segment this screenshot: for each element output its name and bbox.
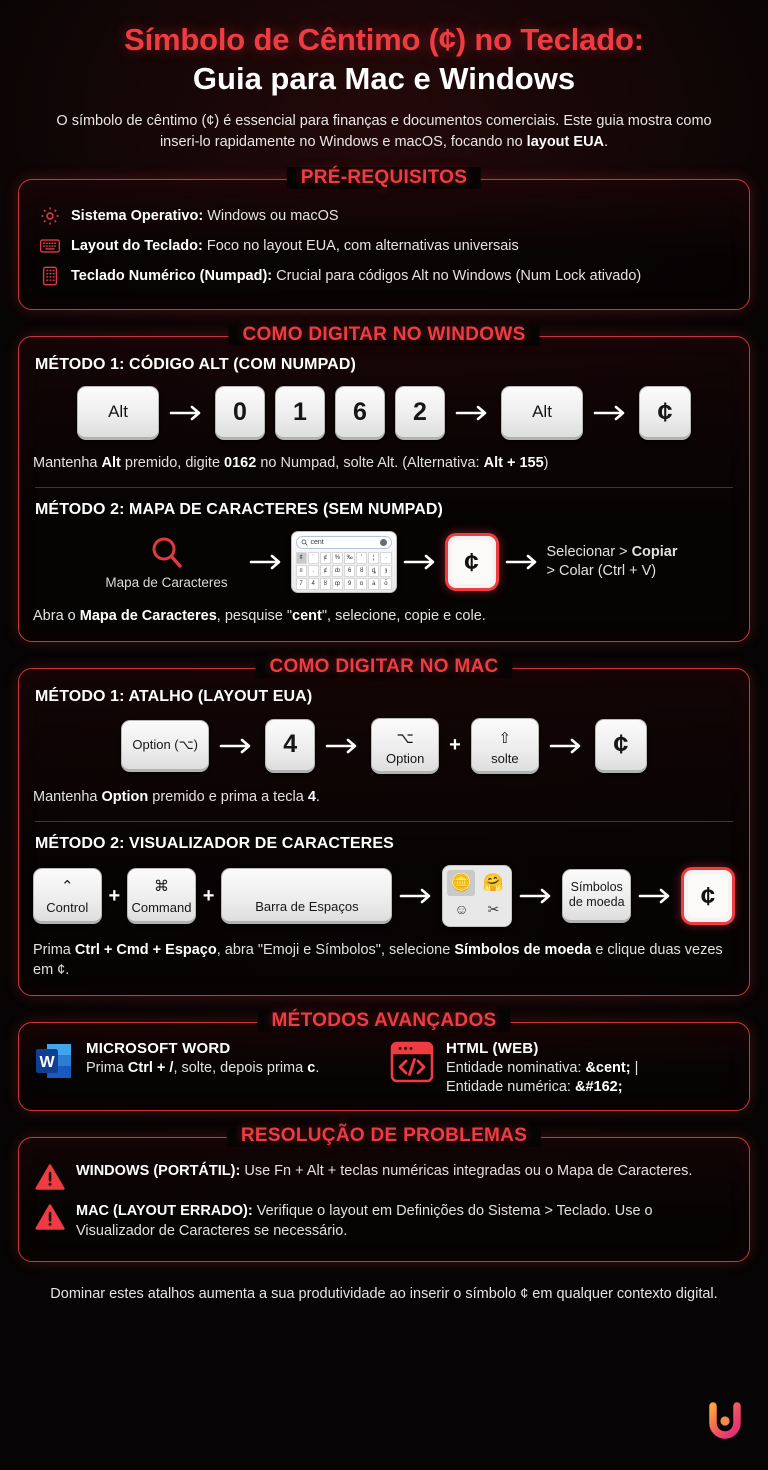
emoji-coin[interactable]: 🪙 bbox=[447, 870, 475, 896]
key-alt-release: Alt bbox=[501, 386, 583, 440]
section-title-advanced: MÉTODOS AVANÇADOS bbox=[257, 1010, 510, 1032]
arrow-right-icon bbox=[249, 552, 285, 572]
key-option-release bbox=[371, 718, 439, 774]
arrow-right-icon bbox=[403, 552, 439, 572]
troubleshooting-text bbox=[76, 1161, 692, 1181]
shift-glyph-icon: ⇧ bbox=[498, 729, 512, 747]
body-text: Entidade nominativa: bbox=[446, 1059, 586, 1076]
charmap-cell[interactable]: 6 bbox=[344, 565, 355, 577]
body-emphasis: Ctrl + / bbox=[127, 1059, 174, 1076]
cent-symbol: ¢ bbox=[688, 874, 728, 918]
note-text: premido, digite bbox=[120, 455, 225, 472]
section-windows bbox=[18, 324, 750, 642]
gear-icon bbox=[39, 205, 61, 227]
cent-symbol: ¢ bbox=[452, 540, 492, 584]
charmap-cell[interactable]: ȣ bbox=[320, 578, 331, 590]
plus-sign: + bbox=[202, 884, 215, 907]
charmap-cell[interactable]: 9 bbox=[344, 578, 355, 590]
key-digit-0: 0 bbox=[215, 386, 265, 440]
prerequisite-item bbox=[39, 205, 735, 227]
scissors-category-icon[interactable]: ✂ bbox=[487, 900, 500, 917]
note-text: Mantenha bbox=[33, 455, 102, 472]
note-text: Abra o bbox=[33, 608, 80, 625]
warning-icon bbox=[35, 1163, 65, 1191]
key-release-label: solte bbox=[491, 750, 519, 766]
charmap-grid[interactable] bbox=[296, 552, 392, 590]
mac-method1-note bbox=[33, 787, 735, 807]
windows-method2-heading: MÉTODO 2: MAPA DE CARACTERES (SEM NUMPAD) bbox=[35, 501, 443, 519]
clear-icon[interactable] bbox=[380, 539, 387, 546]
note-emphasis: Mapa de Caracteres bbox=[79, 608, 217, 625]
windows-method2-keyflow bbox=[33, 531, 735, 593]
key-option: Option (⌥) bbox=[121, 720, 209, 772]
arrow-right-icon bbox=[638, 886, 674, 906]
advanced-word-body bbox=[86, 1059, 319, 1079]
section-title-prerequisites: PRÉ-REQUISITOS bbox=[287, 167, 481, 189]
advanced-methods-grid bbox=[33, 1040, 735, 1098]
prerequisite-text bbox=[71, 207, 339, 226]
instruction-text: > Colar (Ctrl + V) bbox=[546, 563, 657, 580]
advanced-html-line2 bbox=[446, 1078, 638, 1098]
note-text: ) bbox=[543, 455, 549, 472]
note-emphasis: Alt + 155 bbox=[483, 455, 544, 472]
key-command-label: Command bbox=[131, 900, 192, 916]
note-emphasis: Símbolos de moeda bbox=[454, 942, 592, 959]
charmap-cell[interactable]: ȼ bbox=[320, 552, 331, 564]
charmap-cell[interactable]: ȣ bbox=[356, 565, 367, 577]
key-digit-1: 1 bbox=[275, 386, 325, 440]
charmap-cell[interactable]: ȱ bbox=[380, 578, 391, 590]
windows-method1-heading: MÉTODO 1: CÓDIGO ALT (COM NUMPAD) bbox=[35, 356, 356, 374]
section-title-mac: COMO DIGITAR NO MAC bbox=[255, 656, 512, 678]
emoji-picker-row bbox=[447, 870, 507, 896]
smiley-category-icon[interactable]: ☺ bbox=[454, 901, 469, 918]
advanced-word-title: MICROSOFT WORD bbox=[86, 1039, 231, 1057]
note-emphasis: Option bbox=[101, 788, 149, 805]
note-text: , pesquise " bbox=[216, 608, 293, 625]
arrow-right-icon bbox=[455, 403, 491, 423]
instruction-text: Selecionar > bbox=[546, 543, 632, 560]
note-text: no Numpad, solte Alt. (Alternativa: bbox=[256, 455, 484, 472]
hero-header bbox=[10, 0, 758, 153]
charmap-launcher bbox=[91, 535, 243, 590]
instruction-emphasis: Copiar bbox=[631, 543, 678, 560]
section-advanced bbox=[18, 1009, 750, 1111]
charmap-cell[interactable]: ȡ bbox=[368, 565, 379, 577]
key-digit-4: 4 bbox=[265, 719, 315, 773]
note-text: Mantenha bbox=[33, 788, 102, 805]
key-result-cent: ¢ bbox=[595, 719, 647, 773]
prerequisite-item bbox=[39, 265, 735, 287]
arrow-right-icon bbox=[593, 403, 629, 423]
key-alt: Alt bbox=[77, 386, 159, 440]
character-map-window[interactable] bbox=[291, 531, 397, 593]
note-emphasis: Ctrl + Cmd + Espaço bbox=[74, 942, 217, 959]
subtitle-text-b: . bbox=[604, 134, 609, 151]
note-emphasis: 0162 bbox=[224, 455, 257, 472]
note-text: premido e prima a tecla bbox=[148, 788, 308, 805]
charmap-launcher-label: Mapa de Caracteres bbox=[105, 574, 228, 590]
charmap-cell[interactable]: ¦ bbox=[368, 552, 379, 564]
search-icon bbox=[301, 539, 308, 546]
key-result-cent: ¢ bbox=[639, 386, 691, 440]
key-control bbox=[33, 868, 102, 924]
page-title-line2: Guia para Mac e Windows bbox=[192, 60, 576, 96]
body-text: , solte, depois prima bbox=[173, 1059, 308, 1076]
brand-logo-icon bbox=[708, 1402, 742, 1442]
note-text: , abra "Emoji e Símbolos", selecione bbox=[216, 942, 455, 959]
key-spacebar: Barra de Espaços bbox=[221, 868, 392, 924]
arrow-right-icon bbox=[399, 886, 435, 906]
charmap-cell[interactable]: 4 bbox=[308, 578, 319, 590]
divider bbox=[35, 487, 733, 488]
prerequisite-text bbox=[71, 267, 641, 286]
emoji-face[interactable]: 🤗 bbox=[482, 873, 505, 893]
html-code-icon bbox=[389, 1040, 435, 1084]
charmap-cell[interactable]: ȼ bbox=[320, 565, 331, 577]
highlighted-cent-result bbox=[445, 533, 499, 591]
body-text: Entidade numérica: bbox=[446, 1079, 575, 1096]
subtitle-text-a: O símbolo de cêntimo (¢) é essencial para finanças e documentos comerciais. Este guia mostra como inseri-lo rapidamente no Windows e macOS, focando no bbox=[56, 113, 712, 151]
currency-category-chip[interactable] bbox=[562, 869, 631, 923]
emoji-symbols-picker[interactable] bbox=[442, 865, 512, 927]
body-emphasis: &cent; bbox=[585, 1059, 631, 1076]
category-label-line1: Símbolos bbox=[570, 880, 623, 895]
windows-method1-keyflow bbox=[33, 386, 735, 440]
body-text: Prima bbox=[86, 1059, 128, 1076]
divider bbox=[35, 821, 733, 822]
charmap-cell[interactable]: ȸ bbox=[332, 565, 343, 577]
section-title-windows: COMO DIGITAR NO WINDOWS bbox=[228, 324, 539, 346]
note-text: e clique duas vezes em ¢. bbox=[33, 942, 723, 979]
prerequisite-value: Foco no layout EUA, com alternativas universais bbox=[202, 237, 519, 254]
body-emphasis: c bbox=[307, 1059, 316, 1076]
advanced-html-card bbox=[389, 1040, 735, 1098]
microsoft-word-icon bbox=[33, 1040, 75, 1082]
highlighted-cent-result bbox=[681, 867, 735, 925]
note-emphasis: Alt bbox=[101, 455, 121, 472]
warning-icon bbox=[35, 1203, 65, 1231]
key-release bbox=[471, 718, 539, 774]
charmap-search-input[interactable] bbox=[296, 536, 392, 549]
search-icon bbox=[149, 535, 185, 571]
option-glyph-icon: ⌥ bbox=[396, 729, 414, 747]
svg-text:W: W bbox=[39, 1053, 55, 1071]
page-title-line1: Símbolo de Cêntimo (¢) no Teclado: bbox=[124, 22, 644, 57]
brand-logo bbox=[708, 1402, 742, 1442]
note-text: ", selecione, copie e cole. bbox=[321, 608, 486, 625]
troubleshooting-label: WINDOWS (PORTÁTIL): bbox=[76, 1162, 241, 1179]
category-label-line2: de moeda bbox=[568, 895, 625, 910]
charmap-cell[interactable]: % bbox=[332, 552, 343, 564]
mac-method1-keyflow bbox=[33, 718, 735, 774]
command-glyph-icon: ⌘ bbox=[153, 878, 169, 896]
windows-method1-note bbox=[33, 453, 735, 473]
prerequisite-label: Layout do Teclado: bbox=[71, 237, 203, 254]
arrow-right-icon bbox=[219, 736, 255, 756]
section-mac bbox=[18, 655, 750, 996]
key-digit-6: 6 bbox=[335, 386, 385, 440]
charmap-cell[interactable]: 7 bbox=[296, 578, 307, 590]
copy-paste-instruction bbox=[547, 543, 678, 582]
charmap-cell[interactable]: ‰ bbox=[344, 552, 355, 564]
charmap-cell[interactable]: ȝ bbox=[380, 565, 391, 577]
troubleshooting-value: Verifique o layout em Definições do Sistema > Teclado. Use o Visualizador de Caracteres se necessário. bbox=[76, 1202, 653, 1239]
key-option-label: Option bbox=[386, 750, 425, 766]
mac-method2-keyflow bbox=[33, 865, 735, 927]
note-emphasis: cent bbox=[292, 608, 322, 625]
charmap-cell[interactable]: ȹ bbox=[332, 578, 343, 590]
note-emphasis: 4 bbox=[307, 788, 316, 805]
advanced-html-title: HTML (WEB) bbox=[446, 1039, 539, 1057]
emoji-picker-row bbox=[447, 896, 507, 922]
footer-text: Dominar estes atalhos aumenta a sua produtividade ao inserir o símbolo ¢ em qualquer contexto digital. bbox=[50, 1285, 718, 1302]
body-text: | bbox=[630, 1059, 639, 1076]
arrow-right-icon bbox=[549, 736, 585, 756]
troubleshooting-value: Use Fn + Alt + teclas numéricas integradas ou o Mapa de Caracteres. bbox=[240, 1162, 693, 1179]
troubleshooting-item bbox=[35, 1201, 735, 1241]
troubleshooting-label: MAC (LAYOUT ERRADO): bbox=[76, 1202, 253, 1219]
body-emphasis: &#162; bbox=[574, 1079, 623, 1096]
prerequisite-value: Windows ou macOS bbox=[203, 207, 339, 224]
note-text: Prima bbox=[33, 942, 75, 959]
charmap-cell[interactable]: ɒ bbox=[356, 578, 367, 590]
prerequisite-value: Crucial para códigos Alt no Windows (Num Lock ativado) bbox=[272, 267, 642, 284]
numpad-icon bbox=[39, 265, 61, 287]
arrow-right-icon bbox=[519, 886, 555, 906]
charmap-cell[interactable]: ¢ bbox=[296, 552, 307, 564]
arrow-right-icon bbox=[505, 552, 541, 572]
charmap-cell[interactable]: . bbox=[308, 565, 319, 577]
charmap-query-value: cent bbox=[310, 539, 324, 547]
prerequisite-text bbox=[71, 237, 519, 256]
charmap-cell[interactable]: · bbox=[380, 552, 391, 564]
mac-method1-heading: MÉTODO 1: ATALHO (LAYOUT EUA) bbox=[35, 687, 313, 705]
arrow-right-icon bbox=[325, 736, 361, 756]
mac-method2-heading: MÉTODO 2: VISUALIZADOR DE CARACTERES bbox=[35, 835, 394, 853]
plus-sign: + bbox=[108, 884, 121, 907]
key-digit-2: 2 bbox=[395, 386, 445, 440]
advanced-html-line1 bbox=[446, 1059, 638, 1079]
troubleshooting-item bbox=[35, 1161, 735, 1191]
mac-method2-note bbox=[33, 940, 735, 981]
prerequisite-item bbox=[39, 235, 735, 257]
prerequisite-label: Sistema Operativo: bbox=[71, 207, 204, 224]
charmap-cell[interactable]: ¤ bbox=[296, 565, 307, 577]
charmap-cell[interactable]: ' bbox=[356, 552, 367, 564]
page-subtitle bbox=[32, 111, 736, 153]
note-text: . bbox=[315, 788, 320, 805]
section-troubleshooting bbox=[18, 1124, 750, 1262]
keyboard-icon bbox=[39, 235, 61, 257]
advanced-word-card bbox=[33, 1040, 373, 1082]
section-prerequisites bbox=[18, 167, 750, 310]
key-control-label: Control bbox=[46, 900, 89, 916]
section-title-troubleshooting: RESOLUÇÃO DE PROBLEMAS bbox=[227, 1125, 541, 1147]
troubleshooting-text bbox=[76, 1201, 735, 1241]
charmap-cell[interactable]: ˙ bbox=[308, 552, 319, 564]
control-glyph-icon: ⌃ bbox=[60, 878, 74, 896]
prerequisite-label: Teclado Numérico (Numpad): bbox=[71, 267, 273, 284]
charmap-cell[interactable]: ȧ bbox=[368, 578, 379, 590]
subtitle-emphasis: layout EUA bbox=[526, 134, 605, 151]
plus-sign: + bbox=[449, 734, 461, 757]
arrow-right-icon bbox=[169, 403, 205, 423]
body-text: . bbox=[315, 1059, 320, 1076]
windows-method2-note bbox=[33, 606, 735, 626]
key-command bbox=[127, 868, 196, 924]
